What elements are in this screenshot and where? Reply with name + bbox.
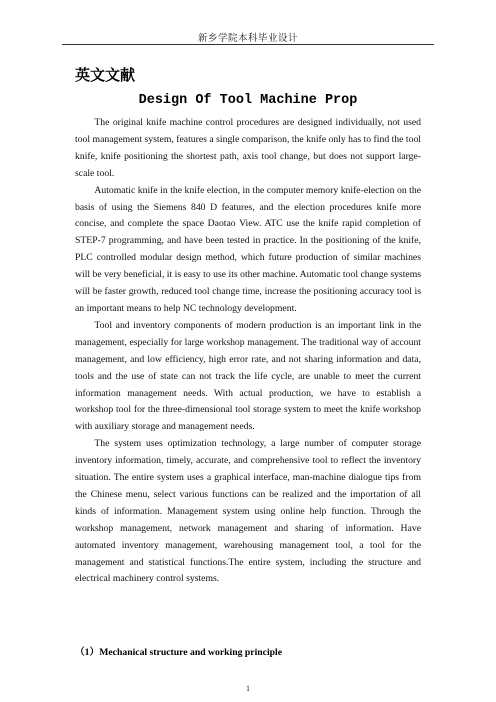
subsection-heading: （1）Mechanical structure and working principle: [75, 647, 283, 658]
header-divider: [62, 44, 434, 45]
page-header: 新乡学院本科毕业设计: [197, 34, 298, 44]
paragraph: The original knife machine control procedures are designed individually, not used tool management system, features a single comparison, the knife only has to find the tool knife, knife positioning the shortest path, axis tool change, but does not support large-scale tool.: [75, 117, 421, 179]
paragraph: The system uses optimization technology, a large number of computer storage inventory information, timely, accurate, and comprehensive tool to reflect the inventory situation. The entire system uses a graphical interface, man-machine dialogue tips from the Chinese menu, select various functions can be realized and the importation of all kinds of information. Management system using online help function. Through the workshop management, network management and sharing of information. Have automated inventory management, warehousing management tool, a tool for the management and statistical functions.The entire system, including the structure and electrical machinery control systems.: [75, 438, 421, 585]
section-heading: 英文文献: [75, 66, 136, 84]
paragraph: Tool and inventory components of modern production is an important link in the management, especially for large workshop management. The traditional way of account management, and low efficiency, high error rate, and not sharing information and data, tools and the use of state can not track the life cycle, are unable to meet the current information management needs. With actual production, we have to establish a workshop tool for the three-dimensional tool storage system to meet the knife workshop with auxiliary storage and management needs.: [75, 319, 421, 433]
document-title: Design Of Tool Machine Prop: [138, 93, 358, 108]
paragraph: Automatic knife in the knife election, in the computer memory knife-election on the basis of using the Siemens 840 D features, and the election procedures knife more concise, and complete the space Daotao View. ATC use the knife rapid completion of STEP-7 programming, and have been tested in practice. In the positioning of the knife, PLC controlled modular design method, which future production of similar machines will be very beneficial, it is easy to use its other machine. Automatic tool change systems will be faster growth, reduced tool change time, increase the positioning accuracy tool is an important means to help NC technology development.: [75, 184, 421, 314]
body-text: [75, 115, 421, 588]
page-number: 1: [246, 684, 250, 693]
